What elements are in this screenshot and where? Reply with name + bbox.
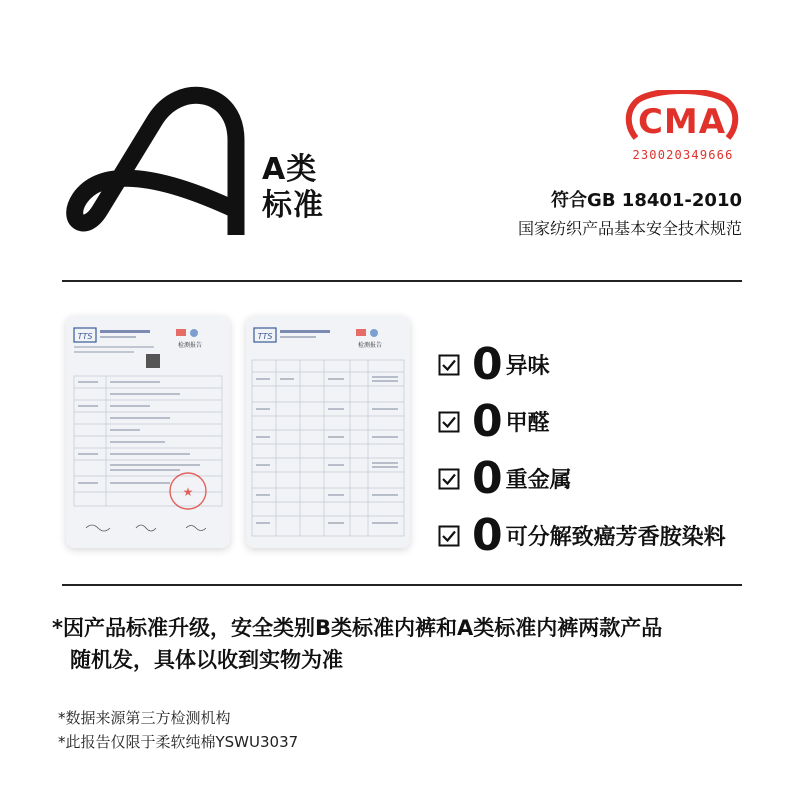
notice-line-1: *因产品标准升级，安全类别B类标准内裤和A类标准内裤两款产品: [52, 616, 663, 640]
report-title: 检测报告: [177, 342, 203, 349]
footnotes: [58, 706, 298, 754]
claim-item: [438, 393, 758, 450]
divider-bottom: [62, 584, 742, 586]
report-logo-text: TTS: [257, 332, 273, 341]
standard-code: 符合GB 18401-2010: [551, 190, 742, 211]
claim-value: 0: [472, 452, 502, 504]
claim-label: 甲醛: [505, 411, 550, 436]
test-report-page-2: [246, 316, 410, 548]
claim-value: 0: [472, 338, 502, 390]
standard-name: 国家纺织产品基本安全技术规范: [517, 219, 742, 238]
claim-item: [438, 507, 758, 564]
svg-text:★: ★: [182, 485, 194, 499]
checkbox-icon: [438, 468, 460, 490]
divider-top: [62, 280, 742, 282]
cma-number: 230020349666: [632, 148, 734, 162]
claim-label: 可分解致癌芳香胺染料: [505, 525, 726, 550]
safety-claims-list: [438, 336, 758, 564]
class-label-line1: A类: [262, 152, 318, 187]
claim-item: [438, 450, 758, 507]
checkbox-icon: [438, 525, 460, 547]
checkbox-icon: [438, 411, 460, 433]
claim-label: 重金属: [505, 468, 572, 493]
notice-line-2: 随机发，具体以收到实物为准: [70, 648, 343, 672]
claim-label: 异味: [505, 354, 550, 379]
cma-text: CMA: [637, 102, 727, 142]
checkbox-icon: [438, 354, 460, 376]
report-title: 检测报告: [357, 342, 383, 349]
claim-value: 0: [472, 395, 502, 447]
class-label: [262, 152, 324, 224]
footnote-scope: *此报告仅限于柔软纯棉YSWU3037: [58, 733, 299, 751]
upgrade-notice: [52, 612, 757, 676]
report-logo-text: TTS: [77, 332, 93, 341]
test-report-page-1: [66, 316, 230, 548]
claim-item: [438, 336, 758, 393]
cma-mark: [622, 90, 742, 148]
footnote-source: *数据来源第三方检测机构: [58, 709, 231, 727]
grade-a-logo: [60, 70, 260, 245]
class-label-line2: 标准: [262, 188, 324, 223]
claim-value: 0: [472, 509, 502, 561]
